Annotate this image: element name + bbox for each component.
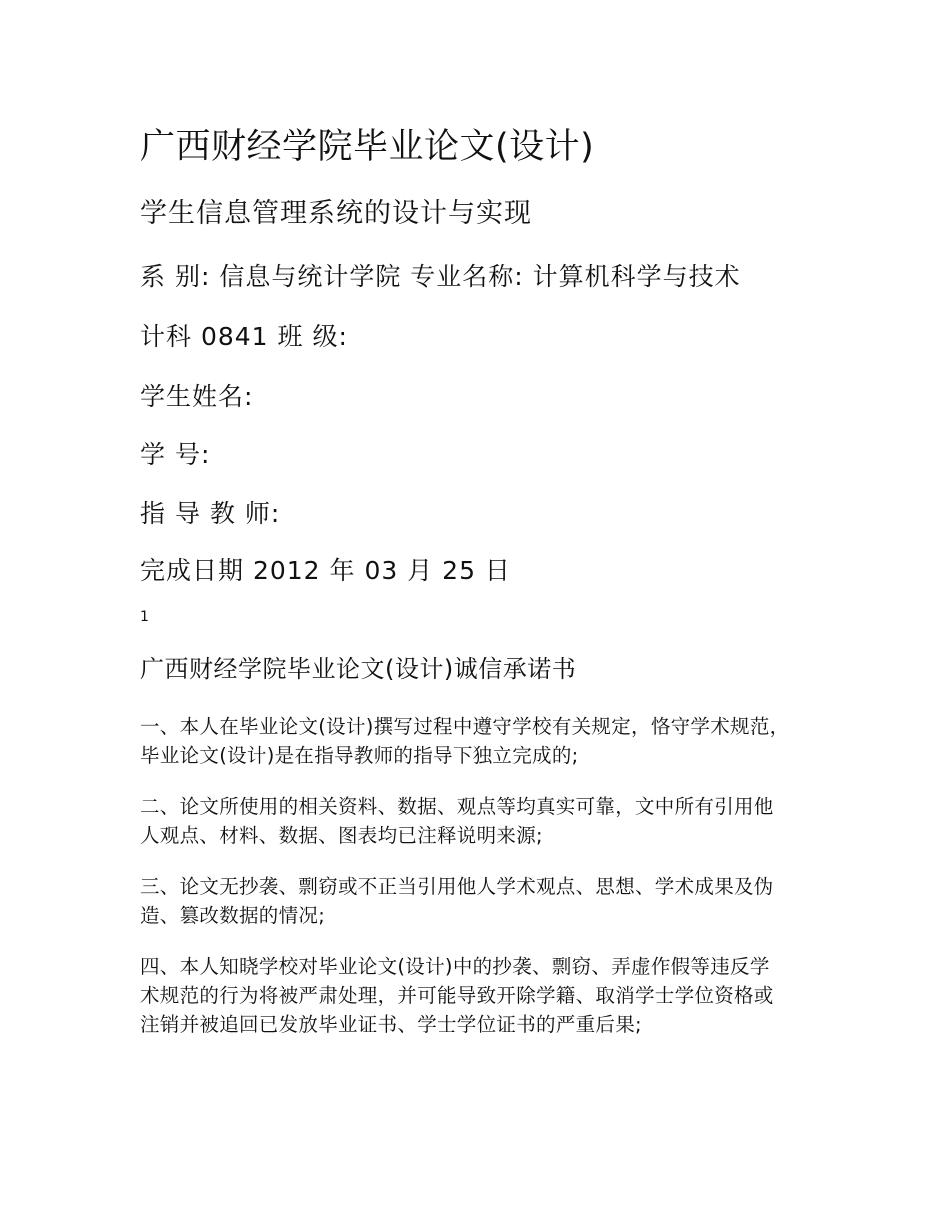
pledge-line: 造、篡改数据的情况; — [140, 904, 326, 927]
pledge-line: 三、论文无抄袭、剽窃或不正当引用他人学术观点、思想、学术成果及伪 — [140, 875, 774, 898]
student-name-line: 学生姓名: — [140, 382, 254, 411]
class-line: 计科 0841 班 级: — [140, 322, 348, 351]
advisor-line: 指 导 教 师: — [140, 499, 281, 528]
completion-date-line: 完成日期 2012 年 03 月 25 日 — [140, 556, 511, 585]
thesis-subtitle: 学生信息管理系统的设计与实现 — [140, 198, 532, 229]
student-id-line: 学 号: — [140, 440, 211, 469]
pledge-line: 术规范的行为将被严肃处理，并可能导致开除学籍、取消学士学位资格或 — [140, 984, 774, 1007]
pledge-line: 注销并被追回已发放毕业证书、学士学位证书的严重后果; — [140, 1013, 642, 1036]
pledge-paragraph-2 — [140, 792, 840, 850]
pledge-paragraph-4 — [140, 952, 840, 1039]
pledge-heading: 广西财经学院毕业论文(设计)诚信承诺书 — [140, 655, 577, 683]
pledge-paragraph-3 — [140, 872, 840, 930]
pledge-line: 四、本人知晓学校对毕业论文(设计)中的抄袭、剽窃、弄虚作假等违反学 — [140, 955, 770, 978]
pledge-line: 毕业论文(设计)是在指导教师的指导下独立完成的; — [140, 744, 579, 767]
pledge-paragraph-1 — [140, 712, 840, 770]
pledge-line: 二、论文所使用的相关资料、数据、观点等均真实可靠，文中所有引用他 — [140, 795, 774, 818]
pledge-line: 人观点、材料、数据、图表均已注释说明来源; — [140, 824, 543, 847]
pledge-line: 一、本人在毕业论文(设计)撰写过程中遵守学校有关规定，恪守学术规范， — [140, 715, 790, 738]
department-line: 系 别: 信息与统计学院 专业名称: 计算机科学与技术 — [140, 262, 741, 291]
page-number: 1 — [140, 609, 149, 625]
thesis-title: 广西财经学院毕业论文(设计) — [140, 127, 595, 167]
